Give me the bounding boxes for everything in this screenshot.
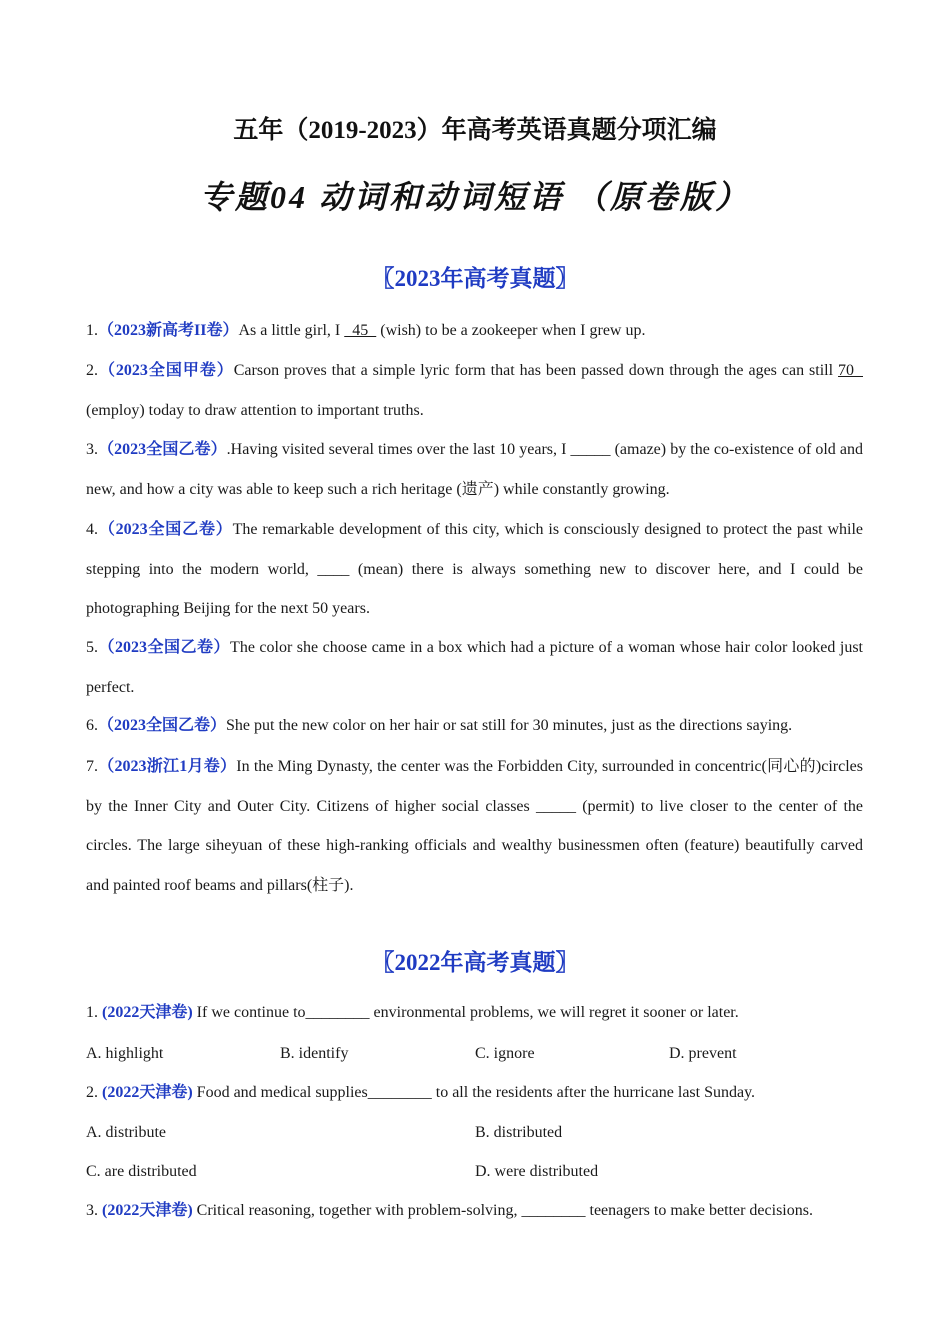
- question-number: 4.: [86, 521, 98, 538]
- question-number: 7.: [86, 758, 98, 775]
- question-source: （2023全国乙卷）: [98, 717, 227, 734]
- question-text: The color she choose came in a box which had a picture of a woman whose hair color looked just perfect.: [86, 639, 863, 696]
- question-text: Critical reasoning, together with problem-solving, ________ teenagers to make better decisions.: [192, 1202, 813, 1219]
- option-a: A. highlight: [86, 1045, 164, 1062]
- question-number: 1.: [86, 322, 98, 339]
- document-title: 五年（2019-2023）年高考英语真题分项汇编: [233, 117, 717, 144]
- option-d: D. prevent: [669, 1045, 737, 1062]
- question-number: 2.: [86, 362, 98, 379]
- option-c: C. ignore: [475, 1045, 535, 1062]
- question-2022-2: [86, 1073, 863, 1113]
- question-source: （2023新高考II卷）: [98, 322, 239, 339]
- question-2023-1: [86, 311, 863, 351]
- question-2023-2: [86, 351, 863, 430]
- question-2023-5: [86, 628, 863, 707]
- question-text: Food and medical supplies________ to all the residents after the hurricane last Sunday.: [192, 1084, 756, 1101]
- question-2023-4: [86, 510, 863, 629]
- question-source: （2023全国乙卷）: [98, 441, 227, 458]
- question-2023-3: [86, 430, 863, 509]
- question-source: (2022天津卷): [102, 1084, 193, 1101]
- question-source: （2023全国乙卷）: [98, 639, 231, 656]
- answer-blank: 45: [344, 322, 377, 339]
- question-number: 3.: [86, 1202, 102, 1219]
- question-text: The remarkable development of this city, which is consciously designed to protect the past while stepping into the modern world, ____ (mean) there is always something new to discover here, and I could be photographing Beijing for the next 50 years.: [86, 521, 863, 617]
- document-subtitle: 专题04 动词和动词短语 （原卷版）: [199, 179, 750, 215]
- question-text: (wish) to be a zookeeper when I grew up.: [376, 322, 646, 339]
- question-2023-7: [86, 747, 863, 905]
- question-source: （2023浙江1月卷）: [98, 758, 237, 775]
- option-d: D. were distributed: [475, 1163, 599, 1180]
- section-heading-2022: 〖2022年高考真题〗: [371, 950, 579, 975]
- answer-blank: 70: [838, 362, 863, 379]
- question-number: 3.: [86, 441, 98, 458]
- question-text: She put the new color on her hair or sat still for 30 minutes, just as the directions saying.: [226, 717, 793, 734]
- question-source: (2022天津卷): [102, 1004, 193, 1021]
- question-text: In the Ming Dynasty, the center was the Forbidden City, surrounded in concentric(同心的)circles by the Inner City and Outer City. Citizens of higher social classes _____ (permit) to live closer to the center of the circles. The large siheyuan of these high-ranking officials and wealthy businessmen often (feature) beautifully carved and painted roof beams and pillars(柱子).: [86, 758, 863, 894]
- question-2023-6: [86, 706, 863, 746]
- question-source: （2023全国甲卷）: [98, 362, 234, 379]
- question-text: (employ) today to draw attention to important truths.: [86, 401, 424, 419]
- question-number: 5.: [86, 639, 98, 656]
- question-text: If we continue to________ environmental problems, we will regret it sooner or later.: [192, 1004, 739, 1021]
- question-number: 1.: [86, 1004, 102, 1021]
- question-text: As a little girl, I: [238, 322, 345, 339]
- option-c: C. are distributed: [86, 1163, 197, 1180]
- section-heading-2023: 〖2023年高考真题〗: [371, 266, 579, 291]
- question-number: 6.: [86, 717, 98, 734]
- question-text: .Having visited several times over the last 10 years, I _____ (amaze) by the co-existence of old and new, and how a city was able to keep such a rich heritage (遗产) while constantly growing.: [86, 441, 863, 498]
- question-source: (2022天津卷): [102, 1202, 193, 1219]
- option-a: A. distribute: [86, 1124, 166, 1141]
- question-number: 2.: [86, 1084, 102, 1101]
- question-2022-1: [86, 993, 863, 1033]
- option-b: B. identify: [280, 1045, 349, 1062]
- option-b: B. distributed: [475, 1124, 563, 1141]
- question-2022-3: [86, 1191, 863, 1231]
- question-text: Carson proves that a simple lyric form that has been passed down through the ages can still: [233, 362, 839, 379]
- question-source: （2023全国乙卷）: [98, 521, 233, 538]
